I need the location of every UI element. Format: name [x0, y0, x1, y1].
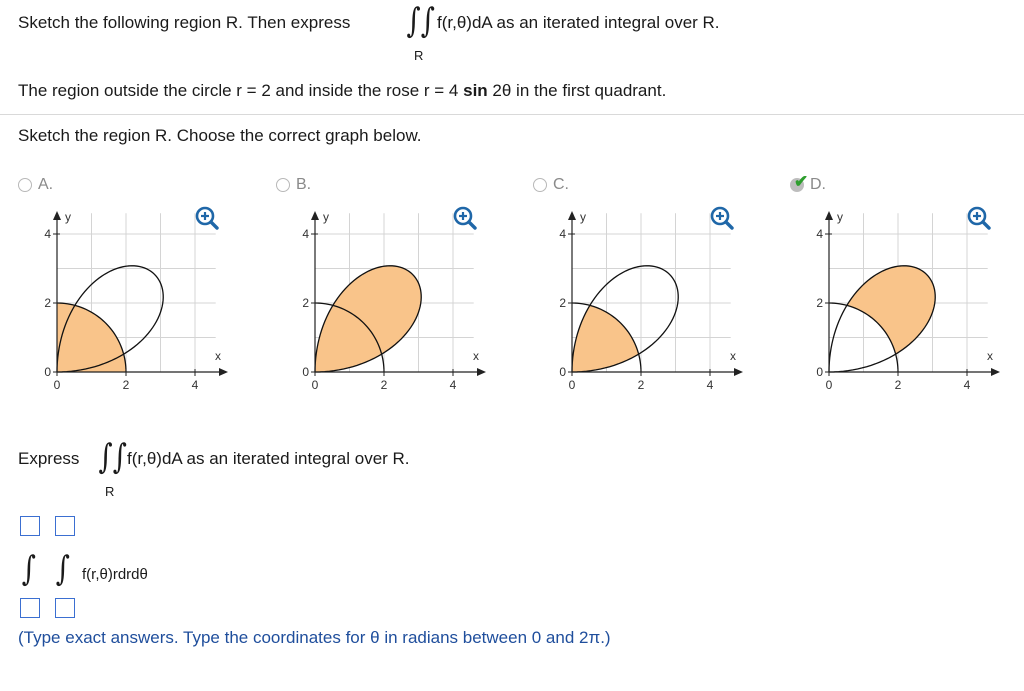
- lower-limit-outer-input[interactable]: [20, 598, 40, 618]
- y-tick-label: 2: [559, 296, 566, 310]
- iterated-integrand: f(r,θ)rdrdθ: [82, 566, 148, 583]
- x-axis-label: x: [987, 349, 993, 363]
- prompt-region-label: R: [414, 48, 424, 63]
- y-axis-label: y: [837, 210, 843, 224]
- y-axis-label: y: [580, 210, 586, 224]
- region-description-bold: sin: [463, 81, 488, 100]
- x-tick-label: 0: [53, 378, 61, 392]
- y-tick-label: 0: [559, 365, 566, 379]
- outer-integral-icon: ∫: [21, 549, 36, 589]
- x-tick-label: 0: [825, 378, 833, 392]
- lower-limit-inner-input[interactable]: [55, 598, 75, 618]
- y-tick-label: 4: [302, 227, 309, 241]
- express-integrand: f(r,θ)dA as an iterated integral over R.: [127, 449, 410, 468]
- prompt-text: Sketch the following region R. Then express: [18, 13, 351, 32]
- x-tick-label: 4: [191, 378, 199, 392]
- option-a-radio[interactable]: [18, 178, 32, 192]
- x-tick-label: 4: [449, 378, 457, 392]
- option-c-label: C.: [553, 176, 569, 193]
- option-b-radio[interactable]: [276, 178, 290, 192]
- option-c-graph: [552, 205, 747, 405]
- x-tick-label: 4: [963, 378, 971, 392]
- option-d-label: D.: [810, 176, 826, 193]
- y-tick-label: 2: [44, 296, 51, 310]
- y-axis-label: y: [65, 210, 71, 224]
- x-axis-label: x: [730, 349, 736, 363]
- region-description: [18, 81, 666, 101]
- correct-check-icon: ✔: [794, 172, 809, 191]
- x-tick-label: 0: [311, 378, 319, 392]
- double-integral-icon: ∫∫: [406, 1, 435, 41]
- divider: [0, 114, 1024, 115]
- y-tick-label: 4: [44, 227, 51, 241]
- x-axis-label: x: [215, 349, 221, 363]
- x-axis-label: x: [473, 349, 479, 363]
- region-description-part2: 2θ in the first quadrant.: [492, 81, 667, 100]
- x-tick-label: 2: [637, 378, 645, 392]
- x-tick-label: 2: [122, 378, 130, 392]
- y-axis-label: y: [323, 210, 329, 224]
- y-tick-label: 2: [816, 296, 823, 310]
- y-tick-label: 0: [816, 365, 823, 379]
- question-sketch: Sketch the region R. Choose the correct graph below.: [18, 126, 422, 145]
- express-prefix: Express: [18, 449, 80, 468]
- x-tick-label: 2: [894, 378, 902, 392]
- double-integral-icon: ∫∫: [98, 437, 127, 477]
- y-tick-label: 4: [559, 227, 566, 241]
- y-tick-label: 2: [302, 296, 309, 310]
- hint-text: (Type exact answers. Type the coordinates for θ in radians between 0 and 2π.): [18, 628, 611, 647]
- option-a-graph: [37, 205, 232, 405]
- upper-limit-outer-input[interactable]: [20, 516, 40, 536]
- x-tick-label: 2: [380, 378, 388, 392]
- inner-integral-icon: ∫: [55, 549, 70, 589]
- upper-limit-inner-input[interactable]: [55, 516, 75, 536]
- option-d-graph: [809, 205, 1004, 405]
- express-region-label: R: [105, 484, 115, 499]
- y-tick-label: 0: [44, 365, 51, 379]
- option-c-radio[interactable]: [533, 178, 547, 192]
- prompt-integrand: f(r,θ)dA as an iterated integral over R.: [437, 13, 720, 32]
- region-description-part1: The region outside the circle r = 2 and inside the rose r = 4: [18, 81, 459, 100]
- x-tick-label: 0: [568, 378, 576, 392]
- y-tick-label: 0: [302, 365, 309, 379]
- option-b-label: B.: [296, 176, 312, 193]
- y-tick-label: 4: [816, 227, 823, 241]
- option-a-label: A.: [38, 176, 54, 193]
- option-b-graph: [295, 205, 490, 405]
- x-tick-label: 4: [706, 378, 714, 392]
